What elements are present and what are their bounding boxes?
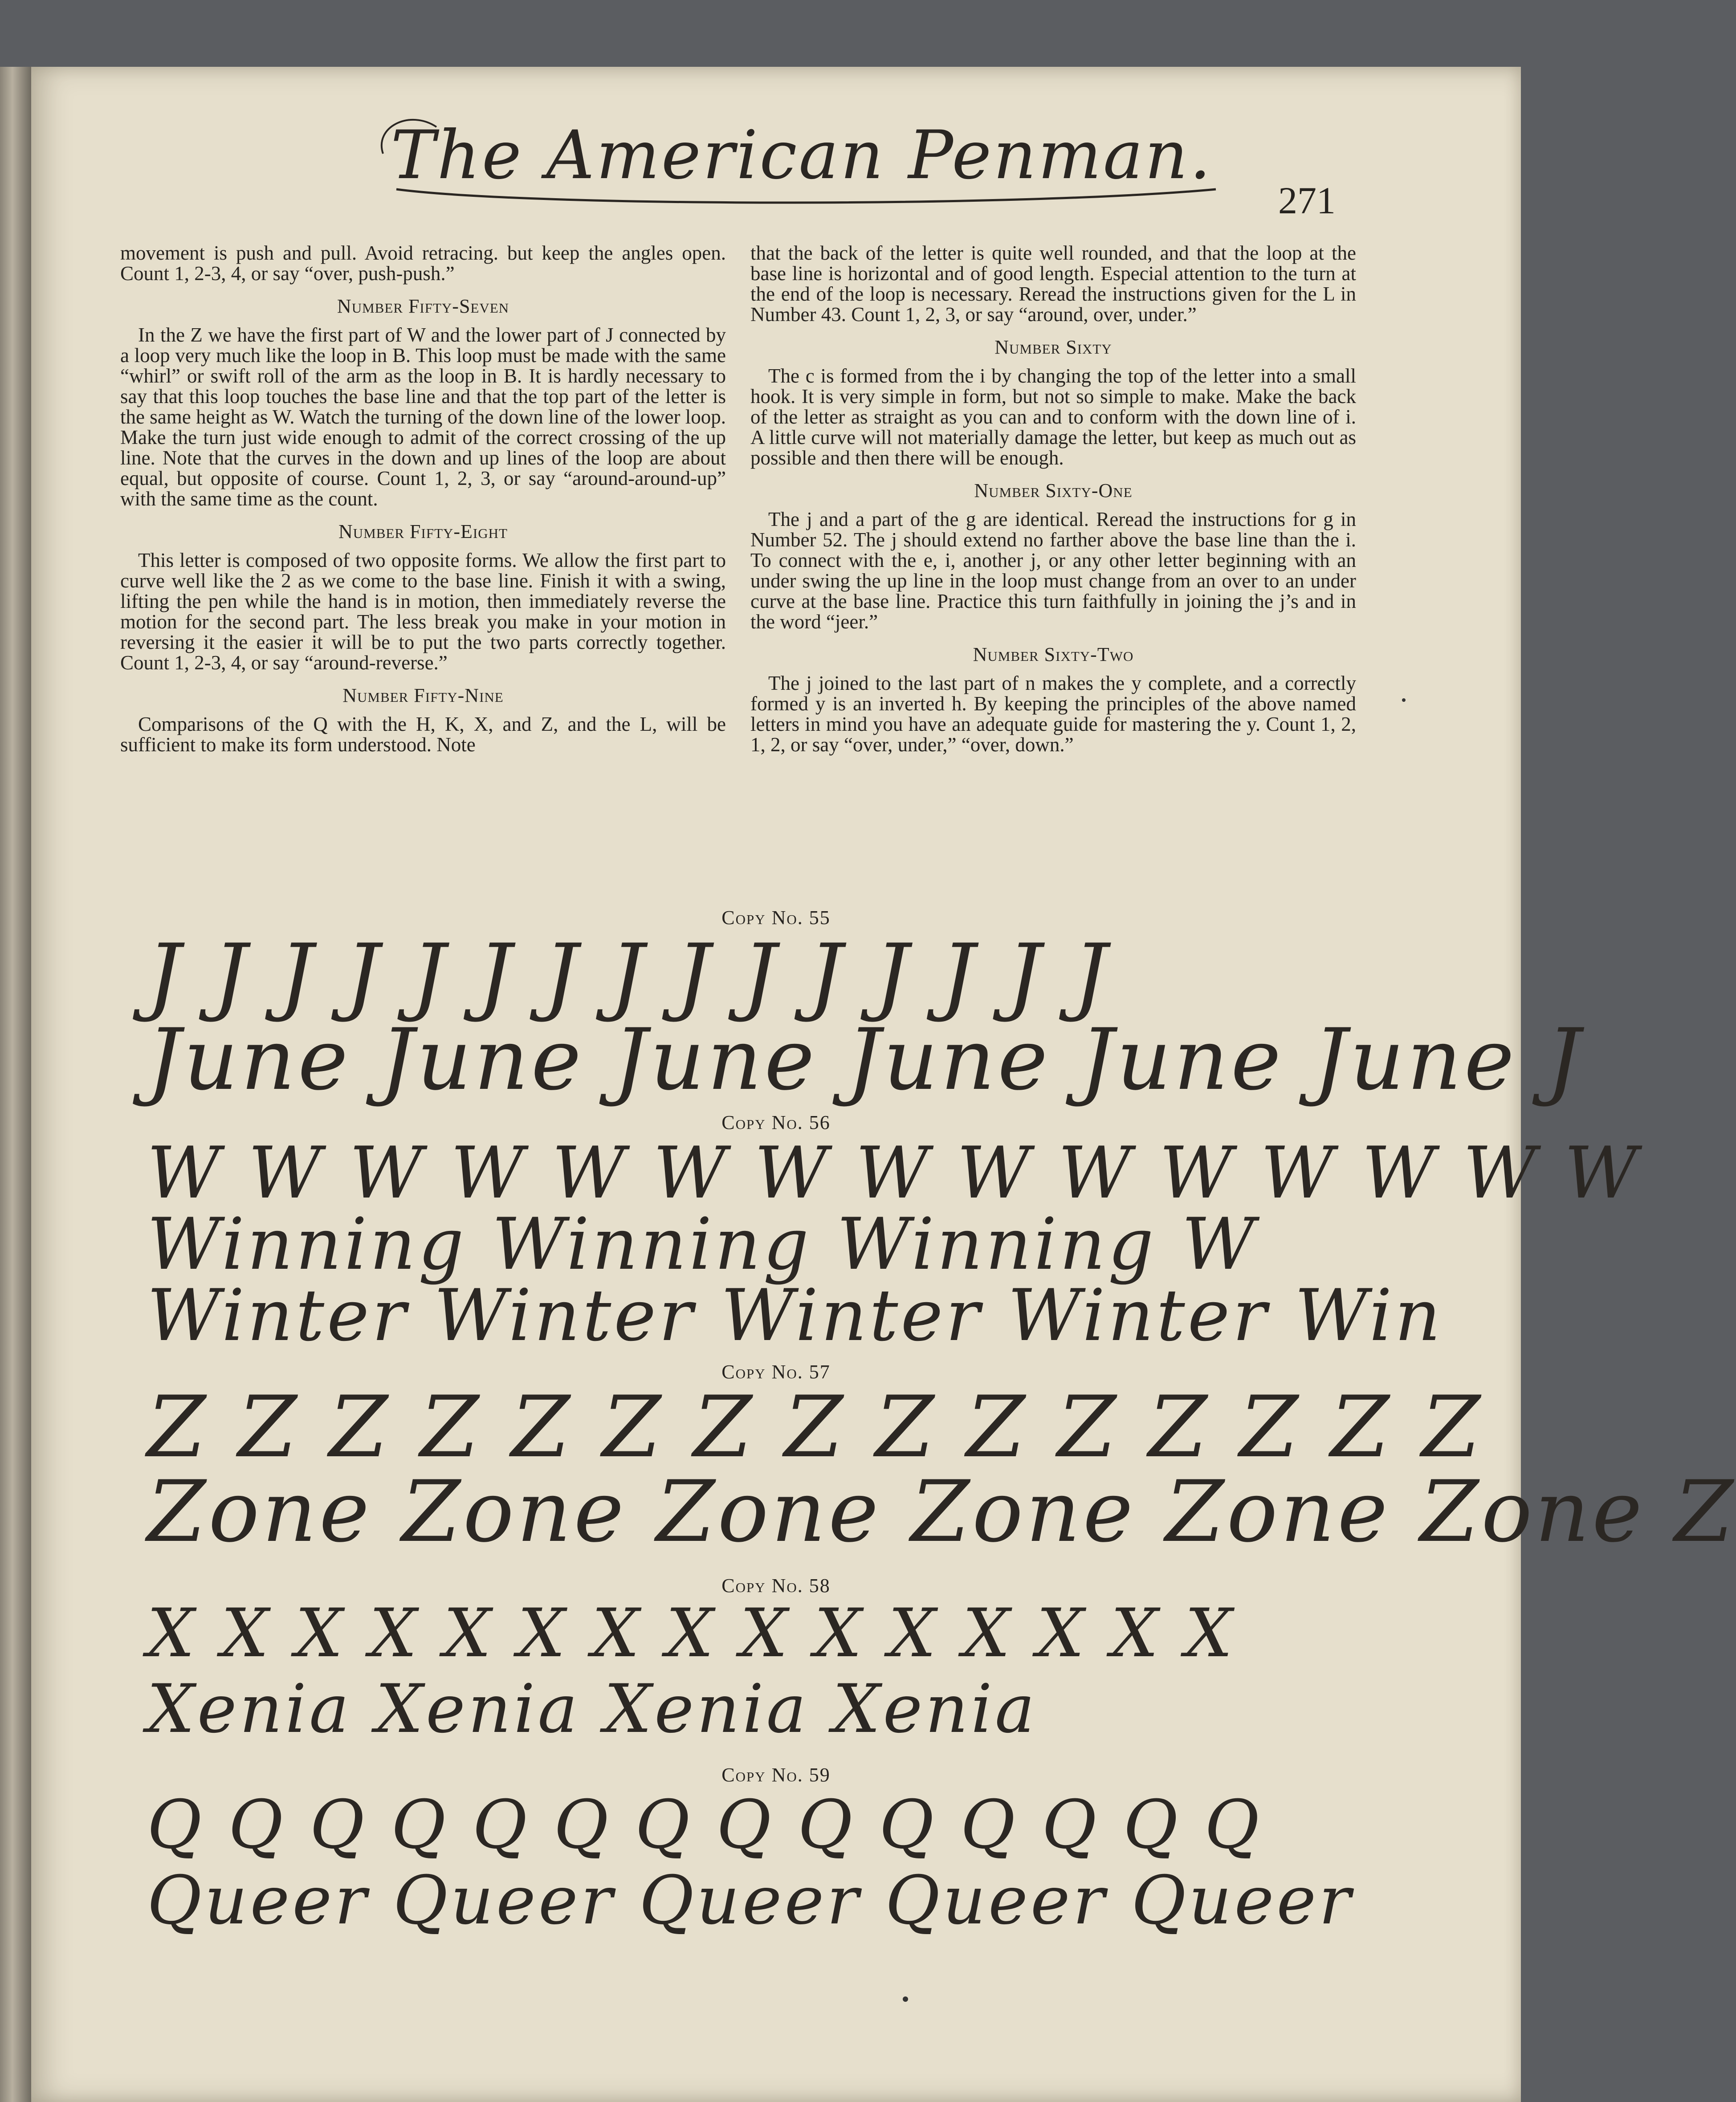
copy-label: Copy No. 59 bbox=[721, 1764, 831, 1786]
copy-label: Copy No. 58 bbox=[721, 1575, 831, 1597]
copy-label: Copy No. 56 bbox=[721, 1112, 831, 1133]
paragraph: The j joined to the last part of n makes the y complete, and a correctly formed y is an inverted h. By keeping the principles of the above named letters in mind you have an adequate guide for mastering the y. Count 1, 2, 1, 2, or say “over, under,” “over, down.” bbox=[750, 672, 1356, 756]
masthead-logo bbox=[356, 100, 1247, 220]
paragraph: This letter is composed of two opposite forms. We allow the first part to curve well like the 2 as we come to the base line. Finish it with a swing, lifting the pen while the hand is in motion, then immediately reverse the motion for the second part. The less break you make in your motion in reversing it the easier it will be to put the two parts correctly together. Count 1, 2-3, 4, or say “around-reverse.” bbox=[120, 549, 726, 674]
right-column bbox=[750, 243, 1356, 755]
paragraph: In the Z we have the first part of W and the lower part of J connected by a loop very much like the loop in B. This loop must be made with the same “whirl” or swift roll of the arm as the loop in B. It is hardly necessary to say that this loop touches the base line and that the top part of the letter is the same height as W. Watch the turning of the down line of the lower loop. Make the turn just wide enough to admit of the correct crossing of the up line. Note that the curves in the down and up lines of the loop are about equal, but opposite of course. Count 1, 2, 3, or say “around-around-up” with the same time as the count. bbox=[120, 324, 726, 510]
masthead-title: The American Penman. bbox=[391, 117, 1213, 194]
copy-label: Copy No. 55 bbox=[721, 907, 831, 929]
penmanship-copy-line: June June June June June June J bbox=[147, 1010, 1583, 1109]
penmanship-copy-line: J J J J J J J J J J J J J J J bbox=[147, 926, 1110, 1024]
penmanship-copy-line: X X X X X X X X X X X X X X X bbox=[147, 1595, 1235, 1672]
penmanship-copy-line: Q Q Q Q Q Q Q Q Q Q Q Q Q Q bbox=[147, 1786, 1262, 1864]
paragraph: The j and a part of the g are identical. Reread the instructions for g in Number 52. The j should extend no farther above the base line than the i. To connect with the e, i, another j, or any other letter beginning with an under swing the up line in the loop must change from an over to an under curve at the base line. Practice this turn faithfully in joining the j’s and in the word “jeer.” bbox=[750, 508, 1356, 633]
print-speck bbox=[1402, 698, 1406, 702]
paragraph: Comparisons of the Q with the H, K, X, and Z, and the L, will be sufficient to make its form understood. Note bbox=[120, 713, 726, 756]
penmanship-copy-line: Xenia Xenia Xenia Xenia bbox=[147, 1670, 1038, 1748]
paragraph: that the back of the letter is quite well rounded, and that the loop at the base line is horizontal and of good length. Especial attention to the turn at the end of the loop is necessary. Reread the instructions given for the L in Number 43. Count 1, 2, 3, or say “around, over, under.” bbox=[750, 242, 1356, 326]
left-column bbox=[120, 243, 726, 755]
penmanship-copy-line: W W W W W W W W W W W W W W W bbox=[147, 1131, 1640, 1214]
print-speck bbox=[903, 1996, 908, 2002]
penmanship-copy-line: Winning Winning Winning W bbox=[147, 1202, 1258, 1286]
section-heading: Number Sixty bbox=[994, 336, 1112, 358]
left-page-edge bbox=[0, 67, 31, 2102]
section-heading: Number Fifty-Eight bbox=[338, 521, 508, 542]
penmanship-copy-line: Z Z Z Z Z Z Z Z Z Z Z Z Z Z Z bbox=[147, 1378, 1483, 1476]
paragraph: movement is push and pull. Avoid retracing. but keep the angles open. Count 1, 2-3, 4, or say “over, push-push.” bbox=[120, 242, 726, 285]
section-heading: Number Sixty-One bbox=[974, 480, 1133, 501]
section-heading: Number Fifty-Seven bbox=[337, 295, 509, 317]
paragraph: The c is formed from the i by changing the top of the letter into a small hook. It is very simple in form, but not so simple to make. Make the back of the letter as straight as you can and to conform with the down line of i. A little curve will not materially damage the letter, but keep as much out as possible and then there will be enough. bbox=[750, 365, 1356, 469]
page-number: 271 bbox=[1278, 179, 1336, 222]
copy-label: Copy No. 57 bbox=[721, 1361, 831, 1383]
penmanship-copy-line: Winter Winter Winter Winter Win bbox=[147, 1274, 1443, 1357]
penmanship-copy-line: Queer Queer Queer Queer Queer bbox=[147, 1862, 1353, 1939]
section-heading: Number Sixty-Two bbox=[973, 644, 1134, 665]
penmanship-copy-line: Zone Zone Zone Zone Zone Zone Z bbox=[147, 1462, 1736, 1561]
section-heading: Number Fifty-Nine bbox=[342, 684, 504, 706]
